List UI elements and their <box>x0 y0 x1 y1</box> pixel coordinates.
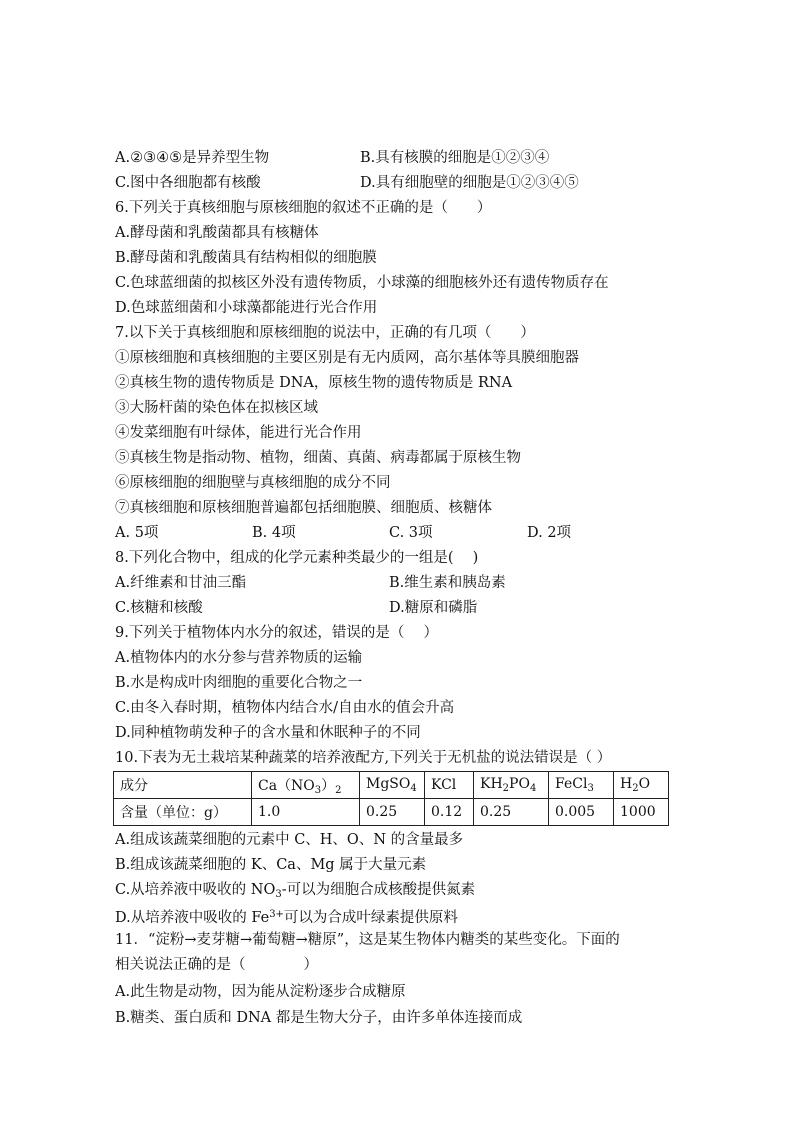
q10-option-b: B.组成该蔬菜细胞的 K、Ca、Mg 属于大量元素 <box>115 857 427 873</box>
table-cell: $KH_2PO_4$ <box>474 772 549 799</box>
table-row <box>114 799 669 826</box>
q9-option-b: B.水是构成叶肉细胞的重要化合物之一 <box>115 675 363 691</box>
nutrient-table <box>113 771 669 826</box>
q5-option-d: D.具有细胞壁的细胞是①②③④⑤ <box>360 175 579 191</box>
q10-option-d: D.从培养液中吸收的 $Fe^{3+}$可以为合成叶绿素提供原料 <box>115 909 458 926</box>
q7-option-b: B. 4项 <box>252 525 296 541</box>
q8-option-d: D.糖原和磷脂 <box>389 600 478 616</box>
question-8: 8.下列化合物中，组成的化学元素种类最少的一组是( ) <box>115 550 479 566</box>
q7-statement-1: ①原核细胞和真核细胞的主要区别是有无内质网，高尔基体等具膜细胞器 <box>115 350 579 366</box>
q7-statement-4: ④发菜细胞有叶绿体，能进行光合作用 <box>115 425 362 441</box>
table-cell: 0.25 <box>360 799 425 826</box>
table-cell: 0.12 <box>425 799 474 826</box>
q7-option-c: C. 3项 <box>389 525 433 541</box>
table-cell: $Ca(NO_3)_2$ <box>252 772 360 799</box>
q9-option-d: D.同种植物萌发种子的含水量和休眠种子的不同 <box>115 725 421 741</box>
question-11-cont: 相关说法正确的是（ ） <box>115 957 318 973</box>
question-7: 7.以下关于真核细胞和原核细胞的说法中，正确的有几项（ ） <box>115 325 535 341</box>
q5-option-c: C.图中各细胞都有核酸 <box>115 175 261 191</box>
q8-option-a: A.纤维素和甘油三酯 <box>115 575 247 591</box>
table-cell: 0.25 <box>474 799 549 826</box>
question-9: 9.下列关于植物体内水分的叙述，错误的是（ ） <box>115 625 438 641</box>
question-11: 11．“淀粉→麦芽糖→葡萄糖→糖原”，这是某生物体内糖类的某些变化。下面的 <box>115 932 620 948</box>
q7-option-d: D. 2项 <box>527 525 572 541</box>
table-cell: MgSO$_4$ <box>360 772 425 799</box>
table-cell: $H_2O$ <box>614 772 669 799</box>
q6-option-c: C.色球蓝细菌的拟核区外没有遗传物质，小球藻的细胞核外还有遗传物质存在 <box>115 275 609 291</box>
table-cell: 1000 <box>614 799 669 826</box>
q7-option-a: A. 5项 <box>115 525 159 541</box>
q7-statement-3: ③大肠杆菌的染色体在拟核区域 <box>115 400 318 416</box>
q7-statement-6: ⑥原核细胞的细胞壁与真核细胞的成分不同 <box>115 475 391 491</box>
q6-option-b: B.酵母菌和乳酸菌具有结构相似的细胞膜 <box>115 250 377 266</box>
table-header-row <box>114 772 669 799</box>
q7-statement-5: ⑤真核生物是指动物、植物，细菌、真菌、病毒都属于原核生物 <box>115 450 521 466</box>
question-10: 10.下表为无土栽培某种蔬菜的培养液配方,下列关于无机盐的说法错误是（ ） <box>115 750 612 766</box>
question-6: 6.下列关于真核细胞与原核细胞的叙述不正确的是（ ） <box>115 200 492 216</box>
q10-option-a: A.组成该蔬菜细胞的元素中 C、H、O、N 的含量最多 <box>115 832 464 848</box>
q11-option-a: A.此生物是动物，因为能从淀粉逐步合成糖原 <box>115 984 406 1000</box>
q8-option-c: C.核糖和核酸 <box>115 600 203 616</box>
table-cell: 成分 <box>114 772 252 799</box>
table-cell: FeCl$_3$ <box>549 772 614 799</box>
table-cell: KCl <box>425 772 474 799</box>
q8-option-b: B.维生素和胰岛素 <box>389 575 506 591</box>
q5-option-a: A.②③④⑤是异养型生物 <box>115 150 270 166</box>
table-cell: 0.005 <box>549 799 614 826</box>
q7-statement-7: ⑦真核细胞和原核细胞普遍都包括细胞膜、细胞质、核糖体 <box>115 500 492 516</box>
q6-option-d: D.色球蓝细菌和小球藻都能进行光合作用 <box>115 300 378 316</box>
q10-option-c: C.从培养液中吸收的 $NO_3-$可以为细胞合成核酸提供氮素 <box>115 882 476 900</box>
q6-option-a: A.酵母菌和乳酸菌都具有核糖体 <box>115 225 319 241</box>
q7-statement-2: ②真核生物的遗传物质是 DNA，原核生物的遗传物质是 RNA <box>115 375 513 391</box>
q5-option-b: B.具有核膜的细胞是①②③④ <box>360 150 550 166</box>
q9-option-a: A.植物体内的水分参与营养物质的运输 <box>115 650 363 666</box>
q9-option-c: C.由冬入春时期，植物体内结合水/自由水的值会升高 <box>115 700 455 716</box>
q11-option-b: B.糖类、蛋白质和 DNA 都是生物大分子，由许多单体连接而成 <box>115 1010 523 1026</box>
table-cell: 1.0 <box>252 799 360 826</box>
table-cell: 含量（单位：g） <box>114 799 252 826</box>
